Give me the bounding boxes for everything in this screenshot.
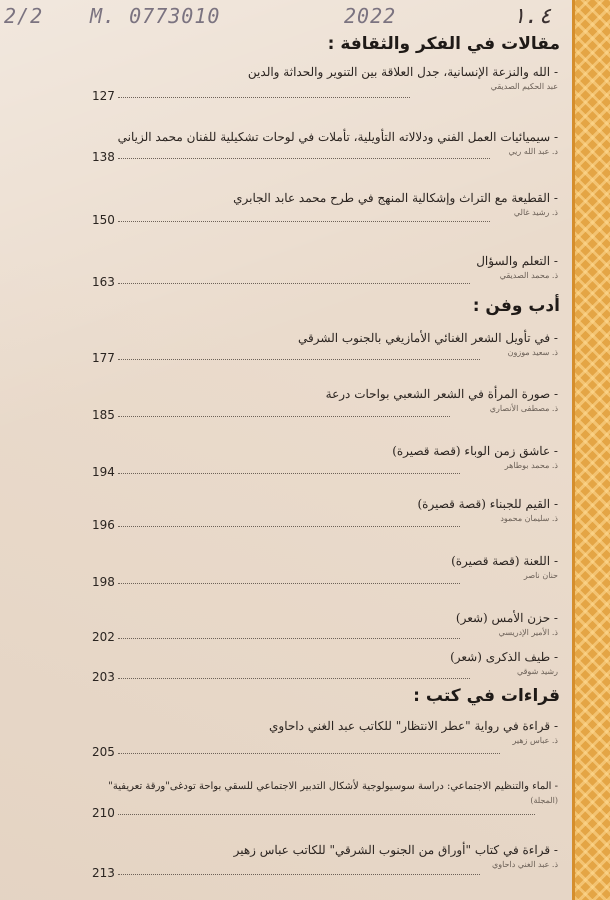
entry-title: - حزن الأمس (شعر) bbox=[455, 611, 558, 625]
handwritten-note: 2022 bbox=[344, 4, 397, 28]
page-number: 185 bbox=[92, 408, 115, 422]
page-number: 177 bbox=[92, 351, 115, 365]
section-heading: قراءات في كتب : bbox=[413, 686, 560, 706]
entry-author: ذ. عبد الغني داحاوي bbox=[491, 860, 558, 869]
page-number: 150 bbox=[92, 213, 115, 227]
leader-dots bbox=[118, 874, 480, 875]
entry-title: - صورة المرأة في الشعر الشعبي بواحات درعة bbox=[325, 387, 558, 401]
page-number: 205 bbox=[92, 745, 115, 759]
entry-title: - اللعنة (قصة قصيرة) bbox=[451, 554, 558, 568]
page-number: 127 bbox=[92, 89, 115, 103]
entry-title: - قراءة في رواية "عطر الانتظار" للكاتب عبد الغني داحاوي bbox=[269, 719, 558, 733]
handwritten-note: ١.٤ bbox=[512, 4, 552, 29]
entry-title: - الله والنزعة الإنسانية، جدل العلاقة بين التنوير والحداثة والدين bbox=[247, 65, 558, 79]
leader-dots bbox=[118, 526, 460, 527]
section-heading: مقالات في الفكر والثقافة : bbox=[327, 34, 560, 54]
toc-entry bbox=[92, 778, 558, 805]
toc-entry bbox=[92, 610, 558, 637]
toc-entry bbox=[92, 553, 558, 580]
leader-dots bbox=[118, 416, 450, 417]
leader-dots bbox=[118, 753, 500, 754]
entry-author: ذ. الأمير الإدريسي bbox=[498, 628, 558, 637]
entry-title: - التعلم والسؤال bbox=[476, 254, 558, 268]
toc-entry bbox=[92, 386, 558, 413]
entry-title: - قراءة في كتاب "أوراق من الجنوب الشرقي" للكاتب عباس زهير bbox=[233, 843, 558, 857]
leader-dots bbox=[118, 283, 470, 284]
handwritten-note: M. 0773010 bbox=[90, 4, 221, 28]
entry-title: - طيف الذكرى (شعر) bbox=[450, 650, 558, 664]
entry-title: - القيم للجبناء (قصة قصيرة) bbox=[417, 497, 558, 511]
entry-author: ذ. محمد الصديقي bbox=[499, 271, 558, 280]
page-number: 210 bbox=[92, 806, 115, 820]
page-number: 203 bbox=[92, 670, 115, 684]
page-number: 194 bbox=[92, 465, 115, 479]
toc-entry bbox=[92, 443, 558, 470]
handwritten-note: 2/2 bbox=[4, 4, 44, 28]
entry-author: ذ. رشيد غالي bbox=[513, 208, 558, 217]
entry-title: - القطيعة مع التراث وإشكالية المنهج في طرح محمد عابد الجابري bbox=[233, 191, 558, 205]
toc-entry bbox=[92, 64, 558, 91]
entry-title: - سيميائيات العمل الفني ودلالاته التأويلية، تأملات في لوحات تشكيلية للفنان محمد الزياني bbox=[117, 130, 558, 144]
page-number: 198 bbox=[92, 575, 115, 589]
page-number: 213 bbox=[92, 866, 115, 880]
toc-entry bbox=[92, 496, 558, 523]
entry-author: حنان ناصر bbox=[523, 571, 558, 580]
leader-dots bbox=[118, 583, 460, 584]
entry-author: ذ. محمد بوطاهر bbox=[504, 461, 558, 470]
leader-dots bbox=[118, 97, 410, 98]
entry-author: ذ. عباس زهير bbox=[512, 736, 558, 745]
page-number: 196 bbox=[92, 518, 115, 532]
page-number: 202 bbox=[92, 630, 115, 644]
leader-dots bbox=[118, 158, 490, 159]
toc-entry bbox=[92, 649, 558, 676]
leader-dots bbox=[118, 473, 460, 474]
toc-entry bbox=[92, 190, 558, 217]
leader-dots bbox=[118, 359, 480, 360]
toc-entry bbox=[92, 129, 558, 156]
entry-author: ذ. سليمان محمود bbox=[500, 514, 558, 523]
toc-entry bbox=[92, 330, 558, 357]
section-heading: أدب وفن : bbox=[472, 296, 560, 316]
entry-title: - في تأويل الشعر الغنائي الأمازيغي بالجنوب الشرقي bbox=[298, 331, 558, 345]
toc-entry bbox=[92, 718, 558, 745]
page-number: 138 bbox=[92, 150, 115, 164]
entry-author: د. عبد الله ريي bbox=[508, 147, 558, 156]
toc-entry bbox=[92, 842, 558, 869]
leader-dots bbox=[118, 221, 490, 222]
leader-dots bbox=[118, 638, 460, 639]
entry-title: - الماء والتنظيم الاجتماعي: دراسة سوسيولوجية لأشكال التدبير الاجتماعي للسقي بواحة تودغى"ورقة تعريفية" bbox=[108, 781, 558, 792]
entry-title: - عاشق زمن الوباء (قصة قصيرة) bbox=[392, 444, 558, 458]
entry-author: (المجلة) bbox=[530, 796, 558, 805]
toc-entry bbox=[92, 253, 558, 280]
entry-author: ذ. سعيد موزون bbox=[507, 348, 558, 357]
page-number: 163 bbox=[92, 275, 115, 289]
decorative-border bbox=[572, 0, 610, 900]
entry-author: ذ. مصطفى الأنصاري bbox=[489, 404, 558, 413]
leader-dots bbox=[118, 678, 470, 679]
leader-dots bbox=[118, 814, 535, 815]
entry-author: عبد الحكيم الصديقي bbox=[490, 82, 558, 91]
entry-author: رشيد شوقي bbox=[516, 667, 558, 676]
